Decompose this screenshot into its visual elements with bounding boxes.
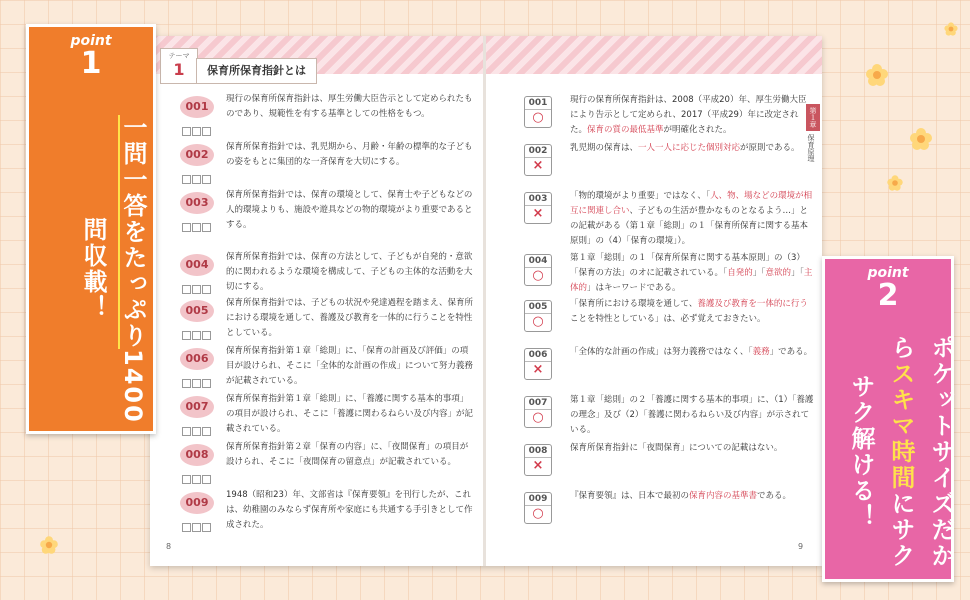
chapter-tab: [806, 104, 820, 194]
answer-mark: ○: [532, 314, 544, 329]
answer-mark: ○: [532, 410, 544, 425]
point2-word: point: [867, 265, 909, 281]
question-text: 保育所保育指針第１章「総則」に、「養護に関する基本的事項」の項目が設けられ、そこに「養護に関わるねらい及び内容」が記載されている。: [226, 394, 474, 434]
question-number: 007: [180, 396, 214, 418]
answer-text-part: ことを特性としている」は、必ず覚えておきたい。: [570, 314, 766, 324]
answer-number: 005: [525, 301, 551, 314]
question-number: 006: [180, 348, 214, 370]
point1-card: [26, 24, 156, 434]
right-page-number: 9: [798, 542, 804, 551]
answer-keyword: 保育内容の基準書: [689, 491, 758, 501]
check-boxes[interactable]: [182, 279, 212, 298]
answer-keyword: 義務: [752, 347, 770, 357]
answer-text: [570, 189, 814, 249]
answer-card: [524, 254, 552, 286]
answer-text: [570, 251, 814, 296]
answer-mark: ×: [532, 158, 544, 173]
answer-text: [570, 297, 814, 327]
check-boxes[interactable]: [182, 217, 212, 236]
answer-number: 007: [525, 397, 551, 410]
answer-number: 008: [525, 445, 551, 458]
question-text: 1948（昭和23）年、文部省は『保育要領』を刊行したが、これは、幼稚園のみならず保育所や家庭にも共通する手引きとして作成された。: [226, 490, 473, 530]
answer-text: [570, 441, 814, 456]
question-text: 保育所保育指針では、子どもの状況や発達過程を踏まえ、保育所における環境を通して、養護及び教育を一体的に行うことを特性としている。: [226, 298, 474, 338]
answer-keyword: 人、物、場などの環境が相互に関連し合い: [570, 191, 813, 216]
answer-text: [570, 141, 814, 156]
question-number: 009: [180, 492, 214, 514]
answer-text-part: である。: [757, 491, 792, 501]
answer-number: 001: [525, 97, 551, 110]
answer-keyword: 保育の質の最低基準: [587, 125, 664, 135]
question-number: 005: [180, 300, 214, 322]
theme-number: 1: [173, 60, 185, 79]
answer-number: 004: [525, 255, 551, 268]
open-book: [150, 36, 822, 566]
question-text: 保育所保育指針第１章「総則」に、「保育の計画及び評価」の項目が設けられ、そこに「全体的な計画の作成」について努力義務が記載されている。: [226, 346, 473, 386]
point1-message: [73, 109, 153, 429]
question-text: 現行の保育所保育指針は、厚生労働大臣告示として定められたものであり、規範性を有する基準としての性格をもつ。: [226, 94, 473, 119]
answer-text-part: 『保育要領』は、日本で最初の: [570, 491, 690, 501]
point1-msg-main: 一問一答をたっぷり: [119, 114, 147, 349]
answer-mark: ×: [532, 206, 544, 221]
answer-text-part: 」「: [752, 268, 766, 278]
answer-text-part: 乳児期の保育は、: [570, 143, 639, 153]
answer-text: [570, 345, 814, 360]
answer-mark: ○: [532, 268, 544, 283]
answer-card: [524, 492, 552, 524]
answer-mark: ×: [532, 362, 544, 377]
point2-msg-c: サクサク解ける！: [847, 374, 915, 569]
point2-number: 2: [877, 278, 899, 313]
question-text: 保育所保育指針では、乳児期から、月齢・年齢の標準的な子どもの姿をもとに集団的な一斉保育を大切にする。: [226, 142, 473, 167]
question-number: 001: [180, 96, 214, 118]
question-text: 保育所保育指針では、保育の環境として、保育士や子どもなどの人的環境よりも、施設や遊具などの物的環境がより重要であるとする。: [226, 190, 473, 230]
theme-title: 保育所保育指針とは: [196, 58, 317, 84]
question-number: 002: [180, 144, 214, 166]
answer-keyword: 養護及び教育を一体的に行う: [697, 299, 808, 309]
answer-text-part: 」である。: [769, 347, 813, 357]
book-gutter: [483, 36, 486, 566]
check-boxes[interactable]: [182, 325, 212, 344]
answer-mark: ○: [532, 110, 544, 125]
check-boxes[interactable]: [182, 373, 212, 392]
point1-word: point: [70, 33, 112, 49]
check-boxes[interactable]: [182, 121, 212, 140]
flower-decoration: [887, 175, 902, 190]
point2-msg-b: に: [887, 491, 915, 517]
flower-decoration: [944, 22, 957, 35]
check-boxes[interactable]: [182, 421, 212, 440]
left-page-number: 8: [166, 542, 172, 551]
answer-text-part: 現行の保育所保育指針は、2008（平成20）年、厚生労働大臣により告示として定められ、2017（平成29）年に改定された。: [570, 95, 807, 135]
check-boxes[interactable]: [182, 469, 212, 488]
answer-number: 006: [525, 349, 551, 362]
theme-label: テーマ: [168, 52, 190, 60]
flower-decoration: [866, 64, 888, 86]
point2-message: [841, 327, 961, 577]
point2-msg-a: ポケットサイズだから: [887, 335, 955, 569]
answer-text: [570, 93, 814, 138]
check-boxes[interactable]: [182, 169, 212, 188]
answer-keyword: 主体的: [570, 268, 813, 293]
answer-card: [524, 192, 552, 224]
question-number: 003: [180, 192, 214, 214]
theme-box: [160, 48, 198, 84]
answer-mark: ○: [532, 506, 544, 521]
question-number: 008: [180, 444, 214, 466]
answer-text-part: 」「: [791, 268, 804, 278]
answer-mark: ×: [532, 458, 544, 473]
point1-msg-end: 問収載！: [79, 217, 107, 321]
answer-keyword: 自発的: [727, 268, 753, 278]
chapter-label: 第１章: [806, 104, 820, 131]
flower-decoration: [910, 128, 932, 150]
answer-number: 009: [525, 493, 551, 506]
answer-text-part: が原則である。: [740, 143, 800, 153]
answer-text-part: 「保育所における環境を通して、: [570, 299, 698, 309]
question-text: 保育所保育指針第２章「保育の内容」に、「夜間保育」の項目が設けられ、そこに「夜間保育の留意点」が記載されている。: [226, 442, 469, 467]
answer-number: 002: [525, 145, 551, 158]
answer-text-part: 第１章「総則」の２「養護に関する基本的事項」に、（1）「養護の理念」及び（2）「養護に関わるねらい及び内容」が示されている。: [570, 395, 814, 435]
right-page-header-stripe: [486, 36, 822, 74]
answer-text-part: が明確化された。: [663, 125, 732, 135]
answer-text-part: 「全体的な計画の作成」は努力義務ではなく、「: [570, 347, 753, 357]
answer-text-part: 」はキーワードである。: [587, 283, 681, 293]
answer-text-part: 、子どもの生活が豊かなものとなるよう…」との記載がある（第１章「総則」の１「保育所保育に関する基本原則」の（4）「保育の環境」）。: [570, 206, 809, 246]
answer-card: [524, 96, 552, 128]
answer-keyword: 意欲的: [765, 268, 792, 278]
question-text: 保育所保育指針では、保育の方法として、子どもが自発的・意欲的に関われるような環境を構成して、子どもの主体的な活動を大切にする。: [226, 252, 473, 292]
question-number: 004: [180, 254, 214, 276]
check-boxes[interactable]: [182, 517, 212, 536]
answer-text-part: 保育所保育指針に「夜間保育」についての記載はない。: [570, 443, 783, 453]
answer-card: [524, 396, 552, 428]
answer-number: 003: [525, 193, 551, 206]
point2-msg-accent: スキマ時間: [887, 361, 915, 491]
answer-text-part: 「物的環境がより重要」ではなく、「: [570, 191, 711, 201]
point2-card: [822, 256, 954, 582]
point1-number: 1: [80, 46, 102, 81]
answer-card: [524, 348, 552, 380]
point1-msg-count: 1400: [119, 348, 147, 424]
answer-text-part: 第１章「総則」の１「保育所保育に関する基本原則」の（3）「保育の方法」のオに記載されている。「: [570, 253, 805, 278]
answer-text: [570, 489, 814, 504]
flower-decoration: [40, 536, 58, 554]
answer-text: [570, 393, 814, 438]
answer-card: [524, 444, 552, 476]
answer-card: [524, 300, 552, 332]
answer-keyword: 一人一人に応じた個別対応: [638, 143, 741, 153]
answer-card: [524, 144, 552, 176]
chapter-name: 保育原理: [807, 134, 815, 162]
